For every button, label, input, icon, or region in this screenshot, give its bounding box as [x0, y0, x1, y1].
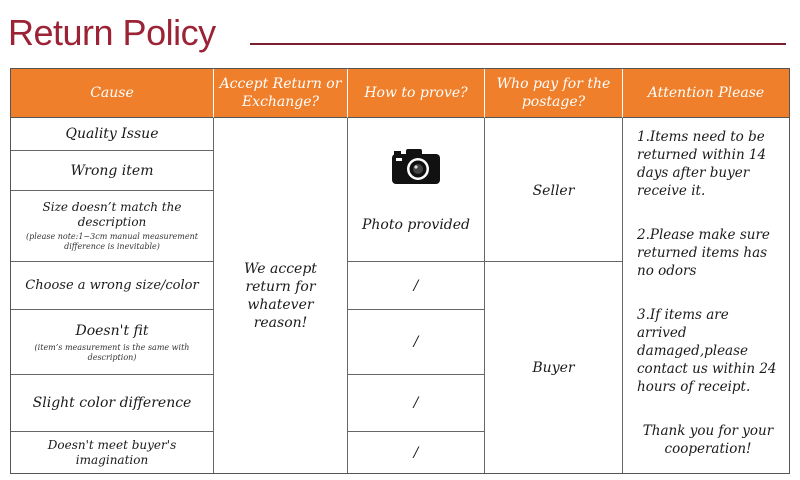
camera-icon [388, 146, 444, 186]
cause-doesnt-fit [11, 310, 214, 375]
header-postage: Who pay for the postage? [485, 69, 623, 118]
cause-size-label: Size doesn’t match the description [42, 200, 182, 229]
prove-slash-1: / [348, 262, 485, 310]
attention-item-3: 3.If items are arrived damaged,please contact us within 24 hours of receipt. [637, 307, 777, 395]
cause-size [11, 191, 214, 262]
prove-slash-4: / [348, 432, 485, 473]
prove-slash-3: / [348, 375, 485, 432]
cause-fit-note: (item’s measurement is the same with description) [34, 342, 190, 362]
page-title: Return Policy [8, 12, 216, 53]
prove-slash-2: / [348, 310, 485, 375]
cause-imagination: Doesn't meet buyer's imagination [11, 432, 214, 473]
cause-wrong-item: Wrong item [11, 151, 214, 191]
cause-color-difference: Slight color difference [11, 375, 214, 432]
cause-choose-wrong: Choose a wrong size/color [11, 262, 214, 310]
accept-statement: We accept return for whatever reason! [214, 118, 348, 473]
postage-seller: Seller [485, 118, 623, 262]
title-divider [250, 43, 786, 45]
cause-quality: Quality Issue [11, 118, 214, 151]
header-prove: How to prove? [348, 69, 485, 118]
return-policy-table [10, 68, 790, 474]
prove-photo-label: Photo provided [361, 216, 471, 233]
attention-item-1: 1.Items need to be returned within 14 days after buyer receive it. [637, 129, 767, 199]
cause-fit-label: Doesn't fit [75, 322, 149, 339]
attention-item-2: 2.Please make sure returned items has no odors [637, 227, 770, 279]
cause-size-note: (please note:1~3cm manual measurement difference is inevitable) [26, 232, 198, 251]
header-attention: Attention Please [623, 69, 789, 118]
attention-notes [623, 118, 789, 473]
prove-photo-cell [348, 118, 485, 262]
header-cause: Cause [11, 69, 214, 118]
attention-thanks: Thank you for your cooperation! [642, 423, 774, 457]
header-accept: Accept Return or Exchange? [214, 69, 348, 118]
postage-buyer: Buyer [485, 262, 623, 473]
